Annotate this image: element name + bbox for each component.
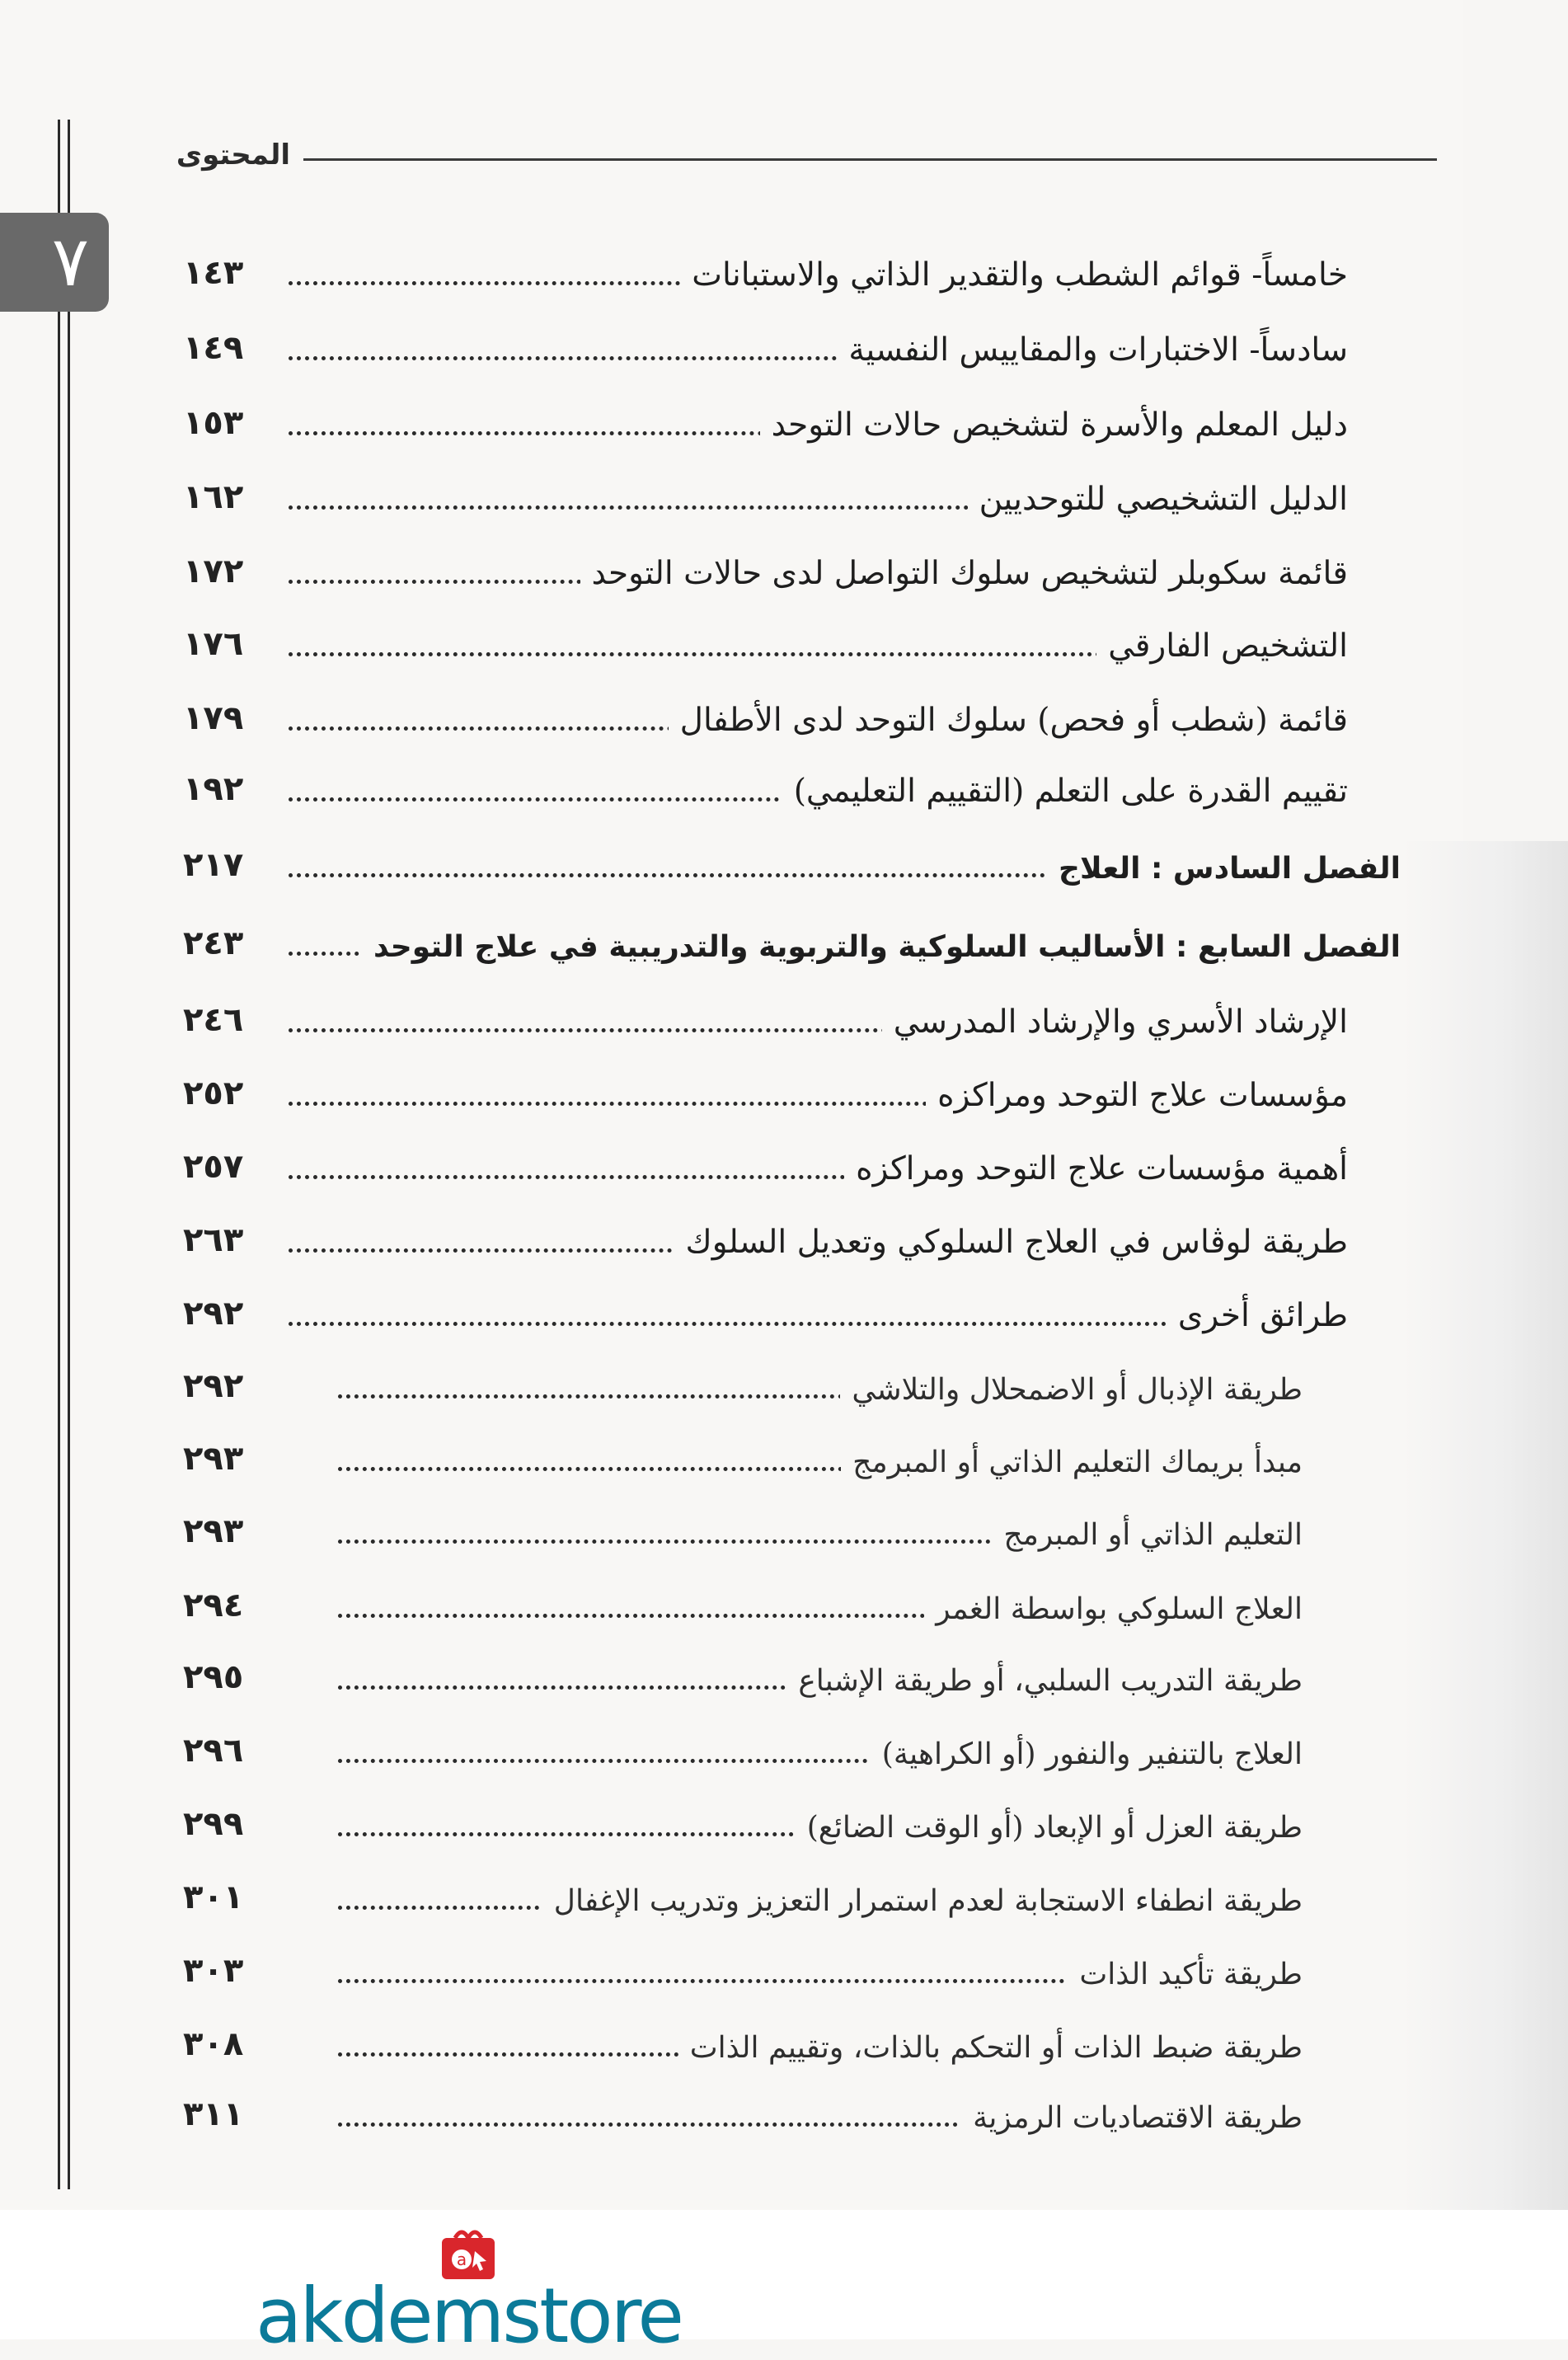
toc-entry-page: ١٩٢ <box>183 770 244 808</box>
svg-text:a: a <box>456 2250 467 2269</box>
toc-entry <box>0 1135 1348 1192</box>
toc-entry-page: ٢٤٣ <box>183 924 244 962</box>
toc-entry <box>0 391 1348 449</box>
toc-entry-title: مؤسسات علاج التوحد ومراكزه <box>926 1077 1348 1114</box>
bottom-margin <box>0 2210 1568 2339</box>
toc-entry-title: العلاج السلوكي بواسطة الغمر <box>924 1592 1303 1626</box>
toc-entry-page: ٢٥٧ <box>183 1148 244 1186</box>
toc-entry <box>0 1718 1303 1776</box>
toc-entry-page: ٢٩٣ <box>183 1440 244 1478</box>
toc-entry-page: ٢٩٦ <box>183 1732 244 1770</box>
toc-entry-page: ٢٤٦ <box>183 1001 244 1039</box>
toc-entry-title: الدليل التشخيصي للتوحديين <box>968 481 1348 518</box>
toc-entry <box>0 241 1348 299</box>
toc-entry-page: ٢١٧ <box>183 846 244 884</box>
toc-entry-page: ٢٥٢ <box>183 1074 244 1112</box>
toc-entry-page: ١٤٩ <box>183 329 244 367</box>
page-gutter-shadow <box>1401 841 1568 2243</box>
toc-entry-page: ١٤٣ <box>183 254 244 292</box>
toc-entry-title: طريقة لوڤاس في العلاج السلوكي وتعديل السلوك <box>674 1224 1348 1261</box>
toc-entry-title: التعليم الذاتي أو المبرمج <box>992 1518 1303 1552</box>
toc-entry-page: ١٥٣ <box>183 404 244 442</box>
header-rule <box>303 158 1437 161</box>
toc-entry-title: أهمية مؤسسات علاج التوحد ومراكزه <box>844 1150 1348 1187</box>
toc-entry-page: ٢٩٩ <box>183 1805 244 1843</box>
toc-entry <box>0 539 1348 597</box>
toc-entry-title: مبدأ بريماك التعليم الذاتي أو المبرمج <box>841 1446 1303 1479</box>
toc-entry-title: طريقة تأكيد الذات <box>1068 1958 1303 1991</box>
toc-entry-title: دليل المعلم والأسرة لتشخيص حالات التوحد <box>760 407 1348 444</box>
toc-entry-title: تقييم القدرة على التعلم (التقييم التعليمي) <box>782 773 1348 810</box>
toc-entry <box>0 1281 1348 1339</box>
toc-entry <box>0 2012 1303 2070</box>
toc-entry-title: العلاج بالتنفير والنفور (أو الكراهية) <box>871 1737 1303 1771</box>
toc-entry-title: طرائق أخرى <box>1167 1297 1348 1334</box>
toc-entry-title: قائمة (شطب أو فحص) سلوك التوحد لدى الأطفال <box>669 702 1348 739</box>
toc-entry-page: ٢٩٢ <box>183 1367 244 1405</box>
toc-entry <box>0 1427 1303 1484</box>
watermark-text: akdemstore <box>256 2272 682 2360</box>
toc-entry-title: طريقة انطفاء الاستجابة لعدم استمرار التعزيز وتدريب الإغفال <box>542 1884 1303 1918</box>
toc-entry <box>0 316 1348 374</box>
toc-entry <box>0 1792 1303 1850</box>
toc-entry-page: ١٧٩ <box>183 699 244 737</box>
toc-entry-page: ١٦٢ <box>183 478 244 516</box>
toc-entry-page: ٢٩٥ <box>183 1658 244 1696</box>
toc-entry-page: ٢٩٢ <box>183 1295 244 1333</box>
toc-entry-page: ٣٠٣ <box>183 1952 244 1990</box>
toc-entry <box>0 1573 1303 1631</box>
toc-entry-title: خامساً- قوائم الشطب والتقدير الذاتي والاستبانات <box>680 256 1348 294</box>
toc-entry-page: ٣٠٨ <box>183 2025 244 2063</box>
toc-entry-title: الفصل السادس : العلاج <box>1047 852 1401 886</box>
toc-entry <box>0 757 1348 815</box>
toc-entry-title: طريقة ضبط الذات أو التحكم بالذات، وتقييم الذات <box>678 2031 1303 2065</box>
toc-entry <box>0 1645 1303 1703</box>
toc-entry-title: طريقة العزل أو الإبعاد (أو الوقت الضائع) <box>796 1811 1303 1845</box>
toc-entry <box>0 833 1401 891</box>
toc-entry <box>0 1354 1303 1412</box>
toc-entry <box>0 1499 1303 1557</box>
page-number: ٧ <box>51 221 89 302</box>
toc-entry <box>0 988 1348 1046</box>
toc-entry-title: طريقة التدريب السلبي، أو طريقة الإشباع <box>786 1664 1303 1698</box>
toc-entry <box>0 1208 1348 1266</box>
toc-entry-page: ٢٩٤ <box>183 1587 244 1624</box>
watermark-logo <box>256 2226 717 2360</box>
toc-entry <box>0 686 1348 744</box>
toc-entry-title: الإرشاد الأسري والإرشاد المدرسي <box>882 1004 1348 1041</box>
toc-entry-page: ٢٩٣ <box>183 1512 244 1550</box>
toc-entry <box>0 1939 1303 1996</box>
toc-entry-title: طريقة الإذبال أو الاضمحلال والتلاشي <box>840 1373 1303 1407</box>
toc-entry-title: قائمة سكوبلر لتشخيص سلوك التواصل لدى حالات التوحد <box>580 555 1348 592</box>
toc-entry <box>0 1865 1303 1923</box>
toc-entry <box>0 911 1401 969</box>
toc-entry-page: ٣١١ <box>183 2095 244 2133</box>
toc-entry <box>0 465 1348 523</box>
toc-entry-title: سادساً- الاختبارات والمقاييس النفسية <box>837 331 1348 369</box>
toc-entry-title: طريقة الاقتصاديات الرمزية <box>961 2101 1303 2135</box>
toc-entry-page: ١٧٦ <box>183 625 244 663</box>
running-header-title: المحتوى <box>176 139 290 172</box>
toc-entry-page: ٢٦٣ <box>183 1221 244 1259</box>
toc-entry-title: التشخيص الفارقي <box>1096 628 1348 665</box>
toc-entry <box>0 612 1348 670</box>
toc-entry <box>0 2082 1303 2140</box>
toc-entry <box>0 1061 1348 1119</box>
toc-entry-page: ١٧٢ <box>183 552 244 590</box>
toc-entry-page: ٣٠١ <box>183 1878 244 1916</box>
toc-entry-title: الفصل السابع : الأساليب السلوكية والتربوية والتدريبية في علاج التوحد <box>362 930 1401 964</box>
